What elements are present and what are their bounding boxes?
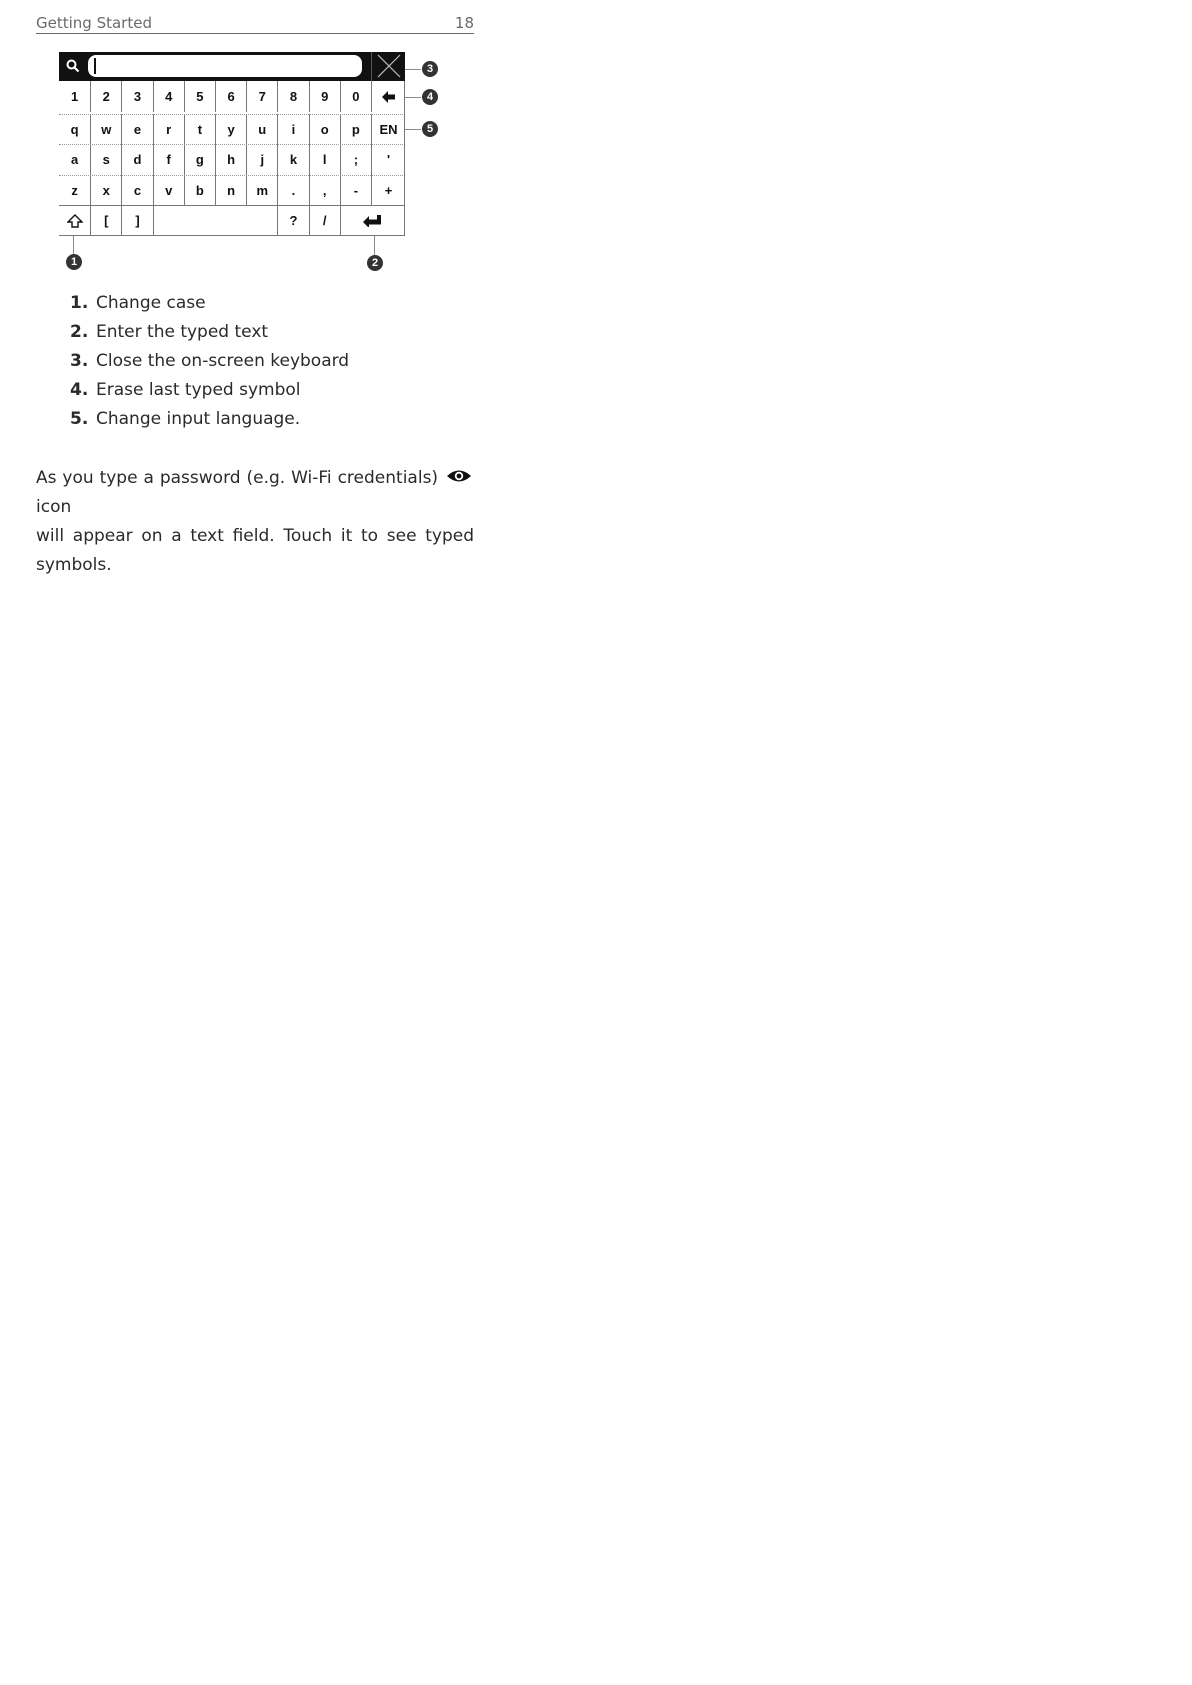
callout-line-2 xyxy=(374,236,375,255)
keyboard-key: / xyxy=(309,205,340,236)
keyboard-key: u xyxy=(246,114,277,145)
keyboard-key: ; xyxy=(340,144,371,175)
keyboard-key: ? xyxy=(277,205,308,236)
keyboard-row xyxy=(59,175,405,206)
keyboard-row xyxy=(59,144,405,175)
callout-line-4 xyxy=(405,97,421,98)
keyboard-key: 8 xyxy=(277,81,308,112)
keyboard-key: r xyxy=(153,114,184,145)
keyboard-key: b xyxy=(184,175,215,206)
row-separator xyxy=(59,175,405,176)
text-cursor xyxy=(94,58,96,74)
callout-badge-1: 1 xyxy=(66,254,82,270)
keyboard-key: 4 xyxy=(153,81,184,112)
space-key xyxy=(153,205,278,236)
legend-item xyxy=(70,348,349,377)
keyboard-key: 6 xyxy=(215,81,246,112)
language-key: EN xyxy=(371,114,405,145)
paragraph-line-1 xyxy=(36,464,474,522)
keyboard-key: a xyxy=(70,152,79,167)
keyboard-key: 3 xyxy=(121,81,152,112)
keyboard-row xyxy=(59,114,405,145)
keyboard-key: ' xyxy=(371,144,405,175)
keyboard-key: i xyxy=(277,114,308,145)
shift-icon xyxy=(59,205,90,236)
legend-item xyxy=(70,406,349,435)
keyboard-key: j xyxy=(246,144,277,175)
keyboard-key: 0 xyxy=(340,81,371,112)
legend-item xyxy=(70,319,349,348)
legend-number: 2. xyxy=(70,322,89,342)
legend-number: 1. xyxy=(70,293,89,313)
keyboard-key: c xyxy=(121,175,152,206)
eye-icon xyxy=(446,468,472,484)
keyboard-key: t xyxy=(184,114,215,145)
keyboard-text-field xyxy=(88,55,362,77)
keyboard-row-bottom xyxy=(59,205,405,236)
keyboard-key: q xyxy=(70,122,79,137)
keyboard-key: l xyxy=(309,144,340,175)
legend-item xyxy=(70,377,349,406)
page-number: 18 xyxy=(454,14,474,32)
search-icon xyxy=(66,59,80,73)
keyboard-key: p xyxy=(340,114,371,145)
keyboard-key: k xyxy=(277,144,308,175)
keyboard-key: 5 xyxy=(184,81,215,112)
callout-badge-4: 4 xyxy=(422,89,438,105)
keyboard-key: - xyxy=(340,175,371,206)
callout-badge-5: 5 xyxy=(422,121,438,137)
row-separator xyxy=(59,114,405,115)
keyboard-key: 9 xyxy=(309,81,340,112)
keyboard-input-bar xyxy=(59,52,371,81)
keyboard-key: z xyxy=(71,183,78,198)
row-separator xyxy=(59,144,405,145)
callout-line-1 xyxy=(73,236,74,255)
paragraph-text-after-icon: icon xyxy=(36,497,72,517)
keyboard-key: ] xyxy=(121,205,152,236)
keyboard-key: o xyxy=(309,114,340,145)
keyboard-key: h xyxy=(215,144,246,175)
legend-text: Change input language. xyxy=(96,409,301,429)
keyboard-key: 1 xyxy=(70,89,79,104)
callout-line-5 xyxy=(405,129,421,130)
callout-legend-list xyxy=(70,290,349,435)
keyboard-key: w xyxy=(90,114,121,145)
keyboard-key: , xyxy=(309,175,340,206)
legend-number: 4. xyxy=(70,380,89,400)
legend-text: Erase last typed symbol xyxy=(96,380,301,400)
on-screen-keyboard-illustration xyxy=(59,52,405,236)
callout-badge-2: 2 xyxy=(367,255,383,271)
row-separator xyxy=(59,205,405,206)
keyboard-right-border xyxy=(404,81,405,236)
keyboard-key: e xyxy=(121,114,152,145)
legend-item xyxy=(70,290,349,319)
backspace-icon xyxy=(371,81,405,112)
legend-number: 5. xyxy=(70,409,89,429)
close-icon xyxy=(371,52,405,81)
page-header xyxy=(36,13,474,34)
paragraph-line-2: will appear on a text field. Touch it to see typed symbols. xyxy=(36,526,474,575)
keyboard-key: m xyxy=(246,175,277,206)
keyboard-key: . xyxy=(277,175,308,206)
legend-number: 3. xyxy=(70,351,89,371)
keyboard-key: n xyxy=(215,175,246,206)
keyboard-key: g xyxy=(184,144,215,175)
keyboard-row xyxy=(59,81,405,112)
keyboard-key: y xyxy=(215,114,246,145)
paragraph-text-before-icon: As you type a password (e.g. Wi-Fi credentials) xyxy=(36,468,439,488)
callout-badge-3: 3 xyxy=(422,61,438,77)
keyboard-key: x xyxy=(90,175,121,206)
keyboard-key: f xyxy=(153,144,184,175)
keyboard-bottom-border xyxy=(59,235,405,236)
legend-text: Enter the typed text xyxy=(96,322,269,342)
legend-text: Change case xyxy=(96,293,206,313)
legend-text: Close the on-screen keyboard xyxy=(96,351,350,371)
keyboard-key: + xyxy=(371,175,405,206)
keyboard-key: v xyxy=(153,175,184,206)
keyboard-key: [ xyxy=(90,205,121,236)
keyboard-key: 2 xyxy=(90,81,121,112)
enter-icon xyxy=(340,205,405,236)
password-tip-paragraph xyxy=(36,464,474,580)
callout-line-3 xyxy=(405,69,421,70)
section-title: Getting Started xyxy=(36,14,152,32)
keyboard-key: d xyxy=(121,144,152,175)
keyboard-key: 7 xyxy=(246,81,277,112)
keyboard-key: s xyxy=(90,144,121,175)
